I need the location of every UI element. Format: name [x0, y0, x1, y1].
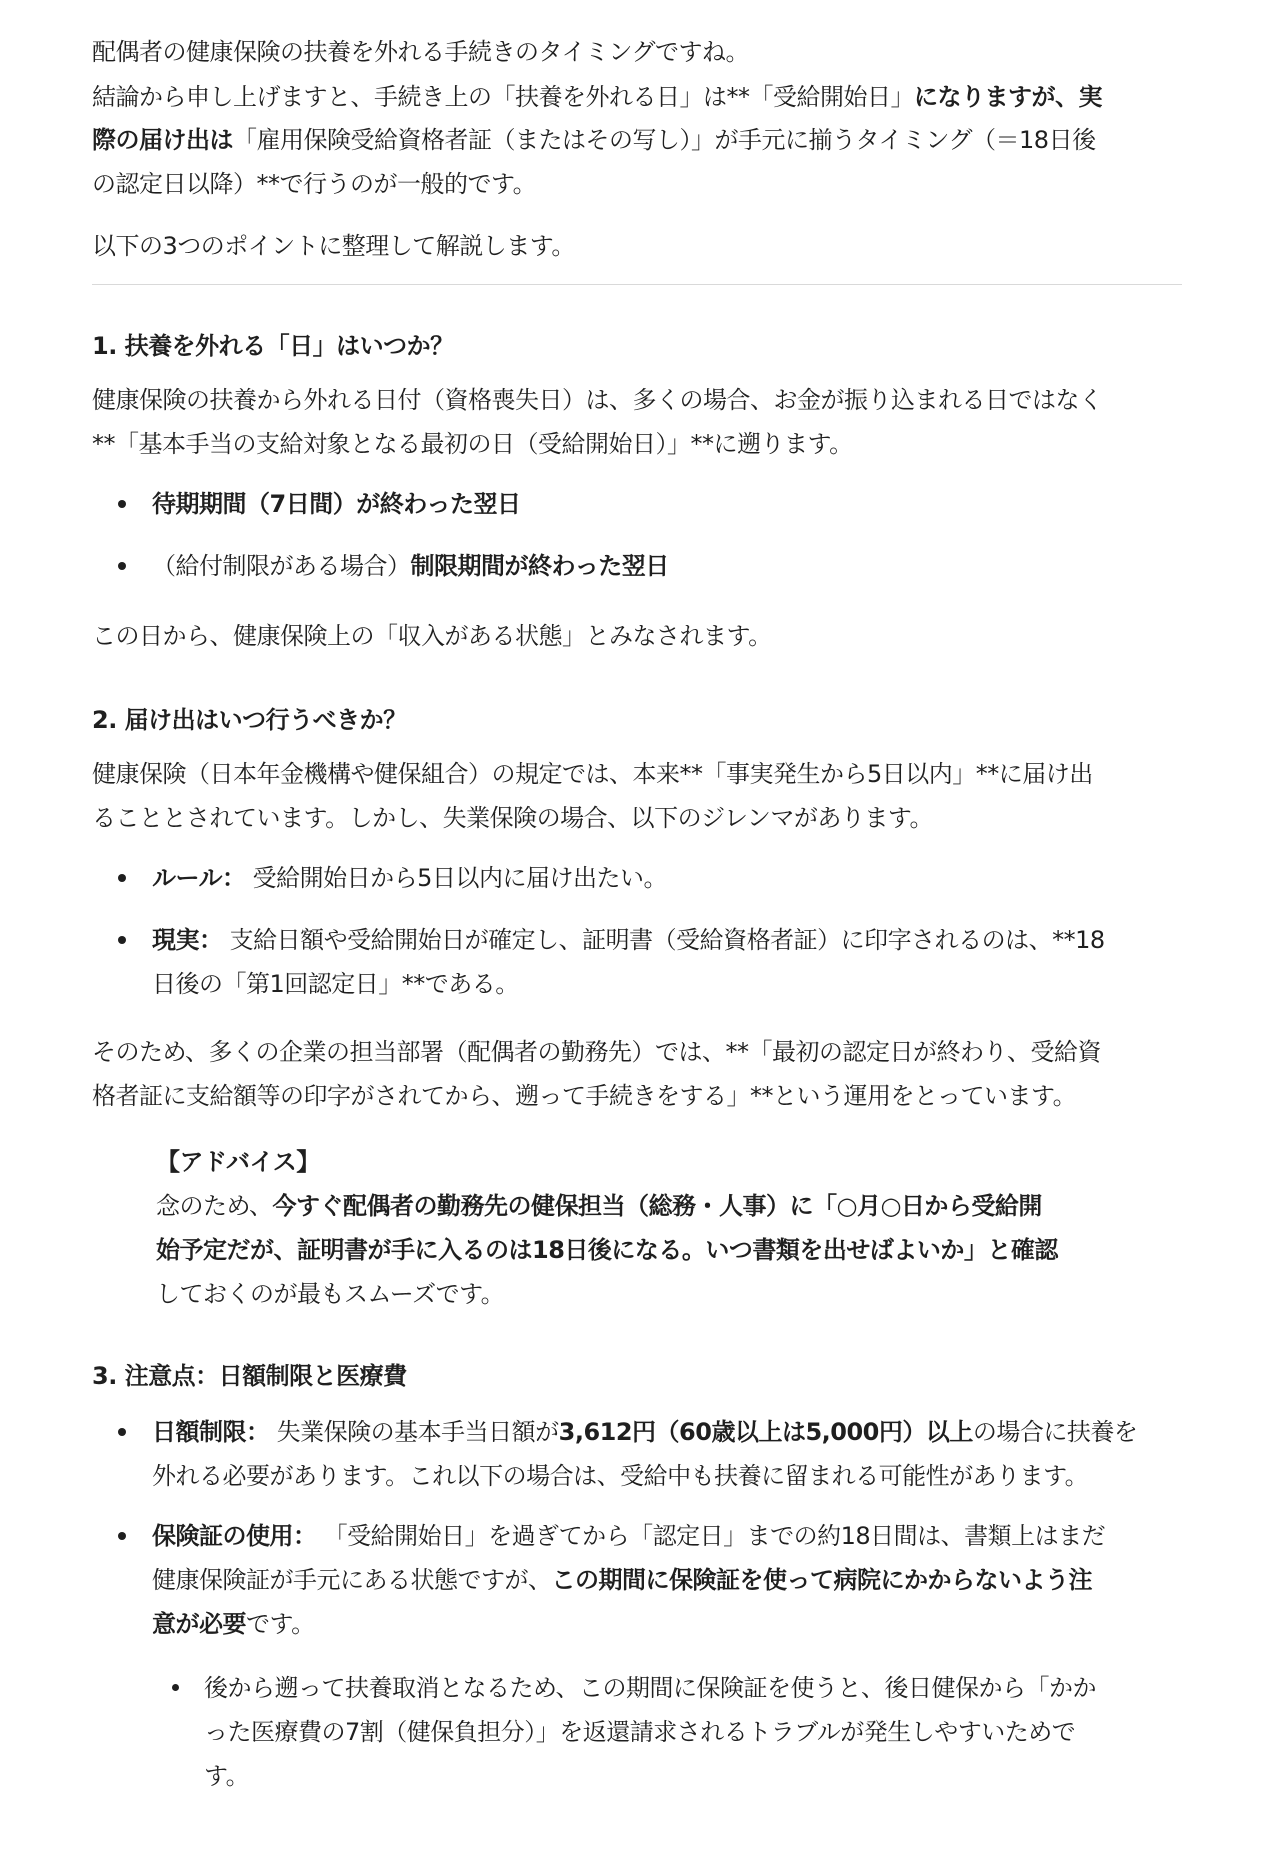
section-1-line-2: **「基本手当の支給対象となる最初の日（受給開始日）」**に遡ります。: [92, 430, 853, 458]
bullet-dot: [118, 1532, 126, 1540]
section-3-bullet-1: [152, 1410, 1137, 1454]
advice-line-2: 始予定だが、証明書が手に入るのは18日後になる。いつ書類を出せばよいか」と確認: [156, 1236, 1058, 1264]
daily-limit-text-a: 失業保険の基本手当日額が: [276, 1418, 559, 1446]
intro-line-3-bold: 際の届け出は: [92, 126, 233, 154]
reality-text-1: 支給日額や受給開始日が確定し、証明書（受給資格者証）に印字されるのは、**18: [229, 926, 1105, 954]
bullet-dot: [118, 500, 126, 508]
section-2-after-line-2: 格者証に支給額等の印字がされてから、遡って手続きをする」**という運用をとっています。: [92, 1082, 1077, 1110]
daily-limit-text-c: の場合に扶養を: [972, 1418, 1138, 1446]
section-1-line-1: 健康保険の扶養から外れる日付（資格喪失日）は、多くの場合、お金が振り込まれる日ではなく: [92, 386, 1103, 414]
sub-bullet-line-3: す。: [204, 1762, 250, 1790]
insurance-card-text-1: 「受給開始日」を過ぎてから「認定日」までの約18日間は、書類上はまだ: [323, 1522, 1106, 1550]
sub-bullet-line-2: った医療費の7割（健保負担分）」を返還請求されるトラブルが発生しやすいためで: [204, 1718, 1076, 1746]
section-1-bullet-2-text: （給付制限がある場合）: [152, 552, 411, 580]
section-1-bullet-2-bold: 制限期間が終わった翌日: [410, 552, 669, 580]
section-1-after: この日から、健康保険上の「収入がある状態」とみなされます。: [92, 622, 772, 650]
section-2-line-2: ることとされています。しかし、失業保険の場合、以下のジレンマがあります。: [92, 804, 933, 832]
section-1-bullet-1: 待期期間（7日間）が終わった翌日: [152, 490, 521, 518]
advice-line-3: しておくのが最もスムーズです。: [156, 1280, 505, 1308]
daily-limit-label: 日額制限：: [152, 1418, 270, 1446]
intro-line-2: [92, 75, 1102, 119]
insurance-card-bold-2b: この期間に保険証を使って病院にかからないよう注: [551, 1566, 1092, 1594]
section-3-heading: [92, 1354, 407, 1398]
intro-line-2-bold: になりますが、実: [914, 83, 1102, 111]
bullet-dot: [118, 874, 126, 882]
section-1-bullet-2: [152, 544, 669, 588]
sub-bullet-line-1: 後から遡って扶養取消となるため、この期間に保険証を使うと、後日健保から「かか: [204, 1674, 1097, 1702]
section-2-bullet-2-line-2: 日後の「第1回認定日」**である。: [152, 970, 519, 998]
section-3-bullet-2-line-3: [152, 1602, 315, 1646]
intro-line-2-text: 結論から申し上げますと、手続き上の「扶養を外れる日」は**「受給開始日」: [92, 83, 914, 111]
section-2-after-line-1: そのため、多くの企業の担当部署（配偶者の勤務先）では、**「最初の認定日が終わり、受給資: [92, 1038, 1102, 1066]
intro-paragraph-2: 以下の3つのポイントに整理して解説します。: [92, 232, 575, 260]
intro-line-3-text: 「雇用保険受給資格者証（またはその写し）」が手元に揃うタイミング（＝18日後: [233, 126, 1096, 154]
sub-bullet-dot: [172, 1684, 179, 1691]
advice-line-1-bold: 今すぐ配偶者の勤務先の健保担当（総務・人事）に「○月○日から受給開: [272, 1192, 1042, 1220]
section-2-heading-text: 2. 届け出はいつ行うべきか？: [92, 706, 407, 734]
advice-line-1: [156, 1184, 1042, 1228]
intro-line-1: 配偶者の健康保険の扶養を外れる手続きのタイミングですね。: [92, 38, 750, 66]
bullet-dot: [118, 936, 126, 944]
rule-text: 受給開始日から5日以内に届け出たい。: [252, 864, 667, 892]
insurance-card-bold-3a: 意が必要: [152, 1610, 246, 1638]
section-3-heading-text: 3. 注意点：日額制限と医療費: [92, 1362, 407, 1390]
section-3-bullet-2-line-2: [152, 1558, 1092, 1602]
bullet-dot: [118, 1428, 126, 1436]
advice-line-1-text: 念のため、: [156, 1192, 273, 1220]
bullet-dot: [118, 562, 126, 570]
section-2-heading: [92, 698, 407, 742]
insurance-card-text-3b: です。: [246, 1610, 315, 1638]
section-1-heading-text: 1. 扶養を外れる「日」はいつか？: [92, 332, 454, 360]
divider: [92, 284, 1182, 285]
daily-limit-bold: 3,612円（60歳以上は5,000円）以上: [558, 1418, 973, 1446]
section-3-bullet-2: [152, 1514, 1105, 1558]
rule-label: ルール：: [152, 864, 246, 892]
intro-line-3: [92, 118, 1096, 162]
intro-line-4: の認定日以降）**で行うのが一般的です。: [92, 170, 537, 198]
advice-title: 【アドバイス】: [156, 1148, 320, 1176]
insurance-card-text-2a: 健康保険証が手元にある状態ですが、: [152, 1566, 552, 1594]
insurance-card-label: 保険証の使用：: [152, 1522, 317, 1550]
section-2-line-1: 健康保険（日本年金機構や健保組合）の規定では、本来**「事実発生から5日以内」**に届け出: [92, 760, 1093, 788]
section-3-bullet-1-line-2: 外れる必要があります。これ以下の場合は、受給中も扶養に留まれる可能性があります。: [152, 1462, 1089, 1490]
section-1-heading: [92, 324, 454, 368]
reality-label: 現実：: [152, 926, 223, 954]
section-2-bullet-1: [152, 856, 667, 900]
section-2-bullet-2: [152, 918, 1105, 962]
